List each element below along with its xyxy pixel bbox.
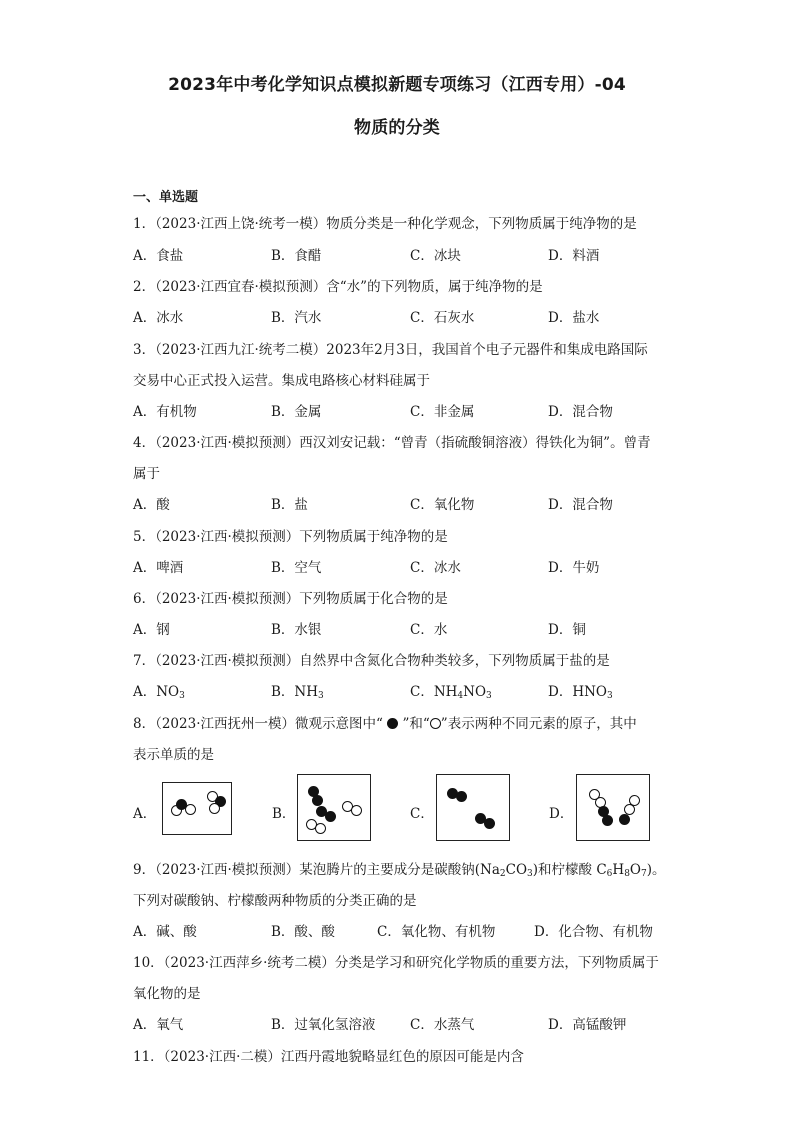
question-10-text-line1: 10．（2023·江西萍乡·统考二模）分类是学习和研究化学物质的重要方法，下列物质属于	[133, 955, 659, 971]
atom-white	[209, 803, 220, 814]
q9-text-part1: 9．（2023·江西·模拟预测）某泡腾片的主要成分是碳酸钠(Na	[133, 862, 500, 878]
question-9-text-line2: 下列对碳酸钠、柠檬酸两种物质的分类正确的是	[133, 893, 417, 909]
atom-black	[602, 815, 613, 826]
q8-option-a[interactable]: A．	[133, 806, 157, 822]
q9-text-part6: )。	[646, 862, 666, 878]
question-8-text-line1	[133, 712, 637, 732]
question-1-text: 1．（2023·江西上饶·统考一模）物质分类是一种化学观念，下列物质属于纯净物的是	[133, 216, 637, 232]
q7-option-a-sub: 3	[179, 691, 185, 701]
q9-option-d[interactable]: D．化合物、有机物	[534, 924, 653, 940]
q6-option-c[interactable]: C．水	[410, 622, 448, 638]
q4-option-a[interactable]: A．酸	[133, 497, 170, 513]
q5-option-c[interactable]: C．冰水	[410, 560, 461, 576]
question-5-text: 5．（2023·江西·模拟预测）下列物质属于纯净物的是	[133, 529, 448, 545]
atom-black	[484, 818, 495, 829]
atom-black	[456, 791, 467, 802]
question-4-text-line1: 4．（2023·江西·模拟预测）西汉刘安记载：“曾青（指硫酸铜溶液）得铁化为铜”。曾青	[133, 435, 651, 451]
q3-option-a[interactable]: A．有机物	[133, 404, 197, 420]
q7-option-b-sub: 3	[318, 691, 324, 701]
q1-option-b[interactable]: B．食醋	[271, 248, 322, 264]
q2-option-b[interactable]: B．汽水	[271, 310, 322, 326]
atom-black	[325, 811, 336, 822]
q4-option-b[interactable]: B．盐	[271, 497, 308, 513]
q4-option-d[interactable]: D．混合物	[548, 497, 613, 513]
question-2-options	[133, 306, 673, 326]
q7-option-d[interactable]	[548, 680, 613, 701]
question-7-text: 7．（2023·江西·模拟预测）自然界中含氮化合物种类较多，下列物质属于盐的是	[133, 653, 610, 669]
q9-text-part4: H	[612, 862, 625, 878]
atom-white	[185, 804, 196, 815]
q8-option-b[interactable]: B．	[272, 806, 296, 822]
q3-option-b[interactable]: B．金属	[271, 404, 322, 420]
question-9-text-line1	[133, 858, 666, 879]
question-10-options	[133, 1013, 673, 1033]
atom-black	[312, 795, 323, 806]
white-atom-icon	[430, 718, 441, 729]
q5-option-a[interactable]: A．啤酒	[133, 560, 184, 576]
q10-option-b[interactable]: B．过氧化氢溶液	[271, 1017, 376, 1033]
question-6-options	[133, 618, 673, 638]
question-3-text-line1: 3．（2023·江西九江·统考二模）2023年2月3日，我国首个电子元器件和集成电路国际	[133, 342, 648, 358]
q7-option-c-label: C．NH	[410, 684, 458, 700]
question-5-options	[133, 556, 673, 576]
q7-option-c-mid: NO	[463, 684, 487, 700]
q2-option-a[interactable]: A．冰水	[133, 310, 184, 326]
q9-sub-na: 2	[499, 869, 506, 879]
question-2-text: 2．（2023·江西宜春·模拟预测）含“水”的下列物质，属于纯净物的是	[133, 279, 543, 295]
q2-option-c[interactable]: C．石灰水	[410, 310, 475, 326]
q9-option-b[interactable]: B．酸、酸	[271, 924, 335, 940]
question-3-options	[133, 400, 673, 420]
q9-sub-o3: 3	[527, 869, 533, 879]
question-1-options	[133, 244, 673, 264]
atom-black	[619, 814, 630, 825]
q8-option-d[interactable]: D．	[549, 806, 574, 822]
q10-option-d[interactable]: D．高锰酸钾	[548, 1017, 627, 1033]
q8-option-c[interactable]: C．	[410, 806, 434, 822]
question-11-text: 11．（2023·江西·二模）江西丹霞地貌略显红色的原因可能是内含	[133, 1049, 524, 1065]
q1-option-a[interactable]: A．食盐	[133, 248, 184, 264]
q8-text-part1: 8．（2023·江西抚州一模）微观示意图中“	[133, 716, 383, 732]
question-4-options	[133, 493, 673, 513]
q2-option-d[interactable]: D．盐水	[548, 310, 600, 326]
q1-option-d[interactable]: D．料酒	[548, 248, 600, 264]
q5-option-b[interactable]: B．空气	[271, 560, 322, 576]
q9-sub-h: 8	[624, 869, 630, 879]
atom-white	[315, 823, 326, 834]
q8-diagram-a[interactable]	[162, 782, 232, 835]
q9-sub-o: 7	[641, 869, 647, 879]
q8-text-part3: ”表示两种不同元素的原子，其中	[440, 716, 637, 732]
q10-option-a[interactable]: A．氧气	[133, 1017, 184, 1033]
atom-white	[351, 805, 362, 816]
black-atom-icon	[387, 718, 398, 729]
q3-option-c[interactable]: C．非金属	[410, 404, 475, 420]
question-10-text-line2: 氧化物的是	[133, 986, 201, 1002]
q8-diagram-c[interactable]	[436, 774, 510, 841]
question-6-text: 6．（2023·江西·模拟预测）下列物质属于化合物的是	[133, 591, 448, 607]
q7-option-a-label: A．NO	[133, 684, 180, 700]
q7-option-b-label: B．NH	[271, 684, 319, 700]
q9-sub-c: 6	[606, 869, 613, 879]
section-heading: 一、单选题	[133, 190, 199, 205]
q9-option-c[interactable]: C．氧化物、有机物	[377, 924, 496, 940]
question-3-text-line2: 交易中心正式投入运营。集成电路核心材料硅属于	[133, 373, 430, 389]
document-title-line1: 2023年中考化学知识点模拟新题专项练习（江西专用）-04	[168, 75, 626, 95]
q7-option-c-sub1: 4	[457, 691, 464, 701]
question-4-text-line2: 属于	[133, 466, 160, 482]
document-title-line2: 物质的分类	[354, 118, 440, 138]
q9-text-part2: CO	[505, 862, 528, 878]
q8-diagram-d[interactable]	[576, 774, 650, 841]
question-9-options	[133, 920, 673, 940]
q9-text-part3: )和柠檬酸 C	[532, 862, 607, 878]
q6-option-b[interactable]: B．水银	[271, 622, 322, 638]
q10-option-c[interactable]: C．水蒸气	[410, 1017, 475, 1033]
q8-diagram-b[interactable]	[297, 774, 371, 841]
q1-option-c[interactable]: C．冰块	[410, 248, 461, 264]
q7-option-d-sub: 3	[606, 691, 613, 701]
q5-option-d[interactable]: D．牛奶	[548, 560, 600, 576]
q9-text-part5: O	[629, 862, 641, 878]
atom-white	[629, 795, 640, 806]
q7-option-b[interactable]	[271, 680, 324, 701]
q7-option-a[interactable]	[133, 680, 185, 701]
q7-option-d-label: D．HNO	[548, 684, 607, 700]
q4-option-c[interactable]: C．氧化物	[410, 497, 475, 513]
question-8-text-line2: 表示单质的是	[133, 747, 214, 763]
q6-option-d[interactable]: D．铜	[548, 622, 586, 638]
question-7-options	[133, 680, 673, 700]
q7-option-c-sub2: 3	[486, 691, 492, 701]
q8-text-part2: ”和“	[402, 716, 430, 732]
q3-option-d[interactable]: D．混合物	[548, 404, 613, 420]
q6-option-a[interactable]: A．钢	[133, 622, 170, 638]
q9-option-a[interactable]: A．碱、酸	[133, 924, 197, 940]
q7-option-c[interactable]	[410, 680, 492, 701]
